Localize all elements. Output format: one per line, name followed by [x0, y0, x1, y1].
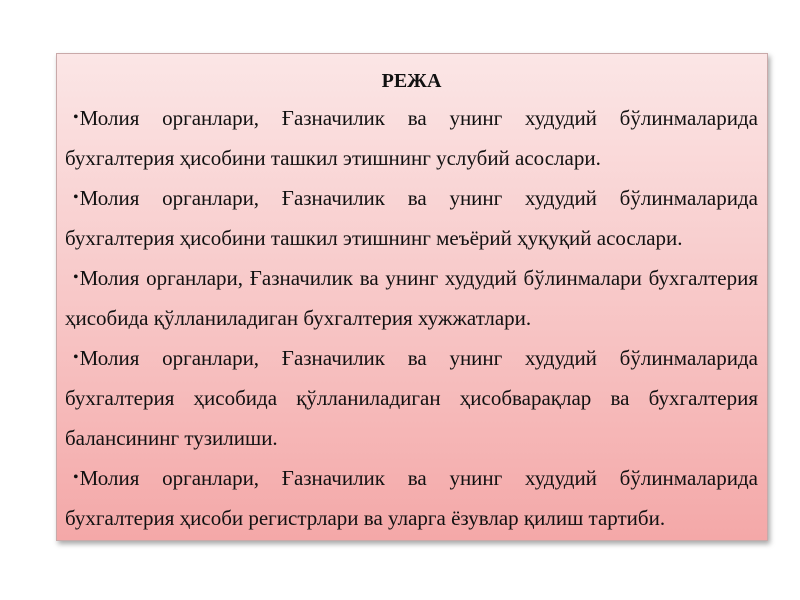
- plan-item-2: [65, 178, 758, 258]
- plan-box: [56, 53, 768, 541]
- plan-item-text: Молия органлари, Ғазначилик ва унинг худудий бўлинмалари бухгалтерия ҳисобида қўлланиладиган бухгалтерия хужжатлари.: [65, 266, 758, 330]
- bullet-icon: •: [73, 189, 79, 206]
- plan-item-text: Молия органлари, Ғазначилик ва унинг худудий бўлинмаларида бухгалтерия ҳисобида қўлланиладиган ҳисобварақлар ва бухгалтерия балансининг тузилиши.: [65, 346, 758, 450]
- plan-list: [65, 98, 758, 538]
- plan-title: РЕЖА: [381, 70, 442, 92]
- plan-item-3: [65, 258, 758, 338]
- plan-item-5: [65, 458, 758, 538]
- plan-item-text: Молия органлари, Ғазначилик ва унинг худудий бўлинмаларида бухгалтерия ҳисобини ташкил этишнинг меъёрий ҳуқуқий асослари.: [65, 186, 758, 250]
- bullet-icon: •: [73, 109, 79, 126]
- bullet-icon: •: [73, 269, 79, 286]
- bullet-icon: •: [73, 469, 79, 486]
- plan-item-text: Молия органлари, Ғазначилик ва унинг худудий бўлинмаларида бухгалтерия ҳисобини ташкил этишнинг услубий асослари.: [65, 106, 758, 170]
- bullet-icon: •: [73, 349, 79, 366]
- plan-item-1: [65, 98, 758, 178]
- plan-item-text: Молия органлари, Ғазначилик ва унинг худудий бўлинмаларида бухгалтерия ҳисоби регистрлари ва уларга ёзувлар қилиш тартиби.: [65, 466, 758, 530]
- plan-item-4: [65, 338, 758, 458]
